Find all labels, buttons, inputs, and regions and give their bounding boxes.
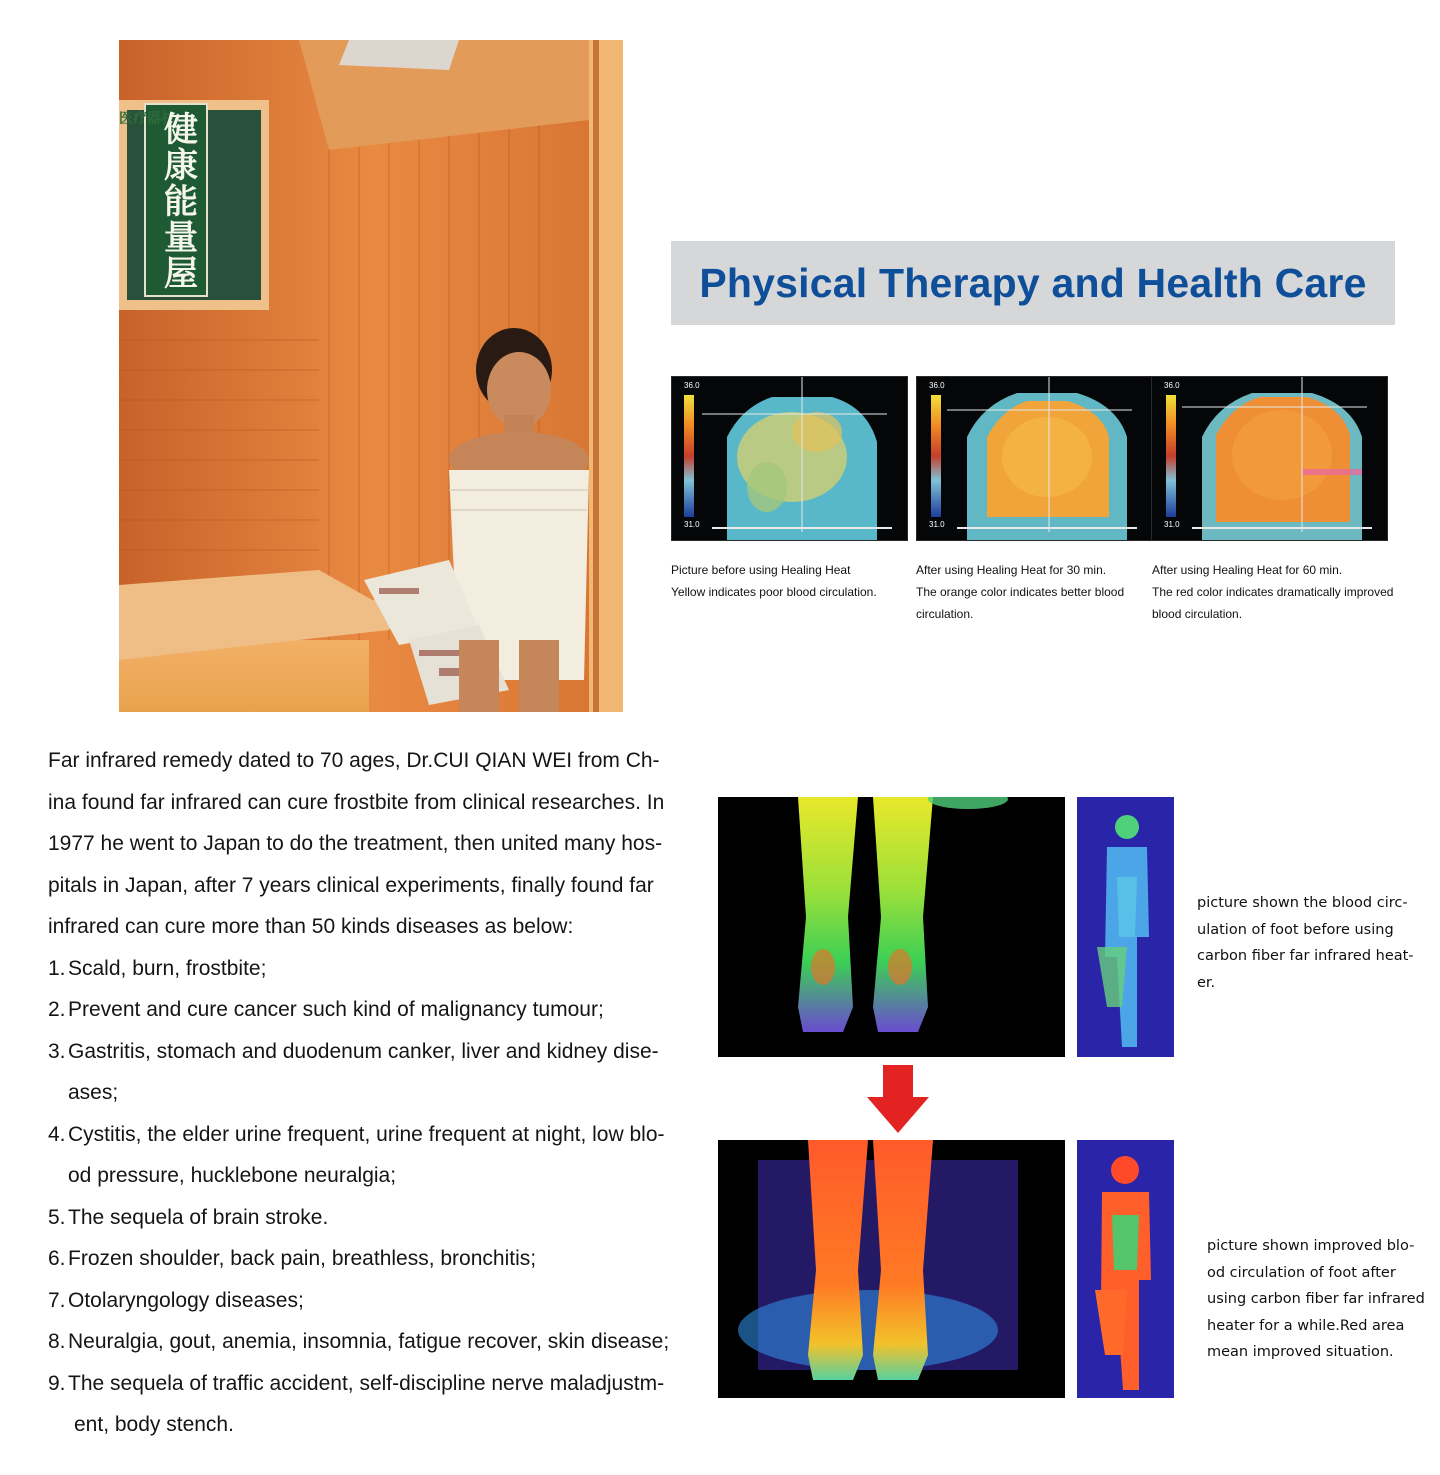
list-number: 1.: [48, 956, 66, 980]
list-item: [48, 1031, 698, 1114]
list-number: 9.: [48, 1371, 66, 1395]
caption-60min: [1152, 559, 1422, 625]
list-item: [48, 1114, 698, 1197]
list-item: [48, 948, 698, 990]
list-text: Frozen shoulder, back pain, breathless, bronchitis;: [68, 1247, 537, 1270]
list-text: Neuralgia, gout, anemia, insomnia, fatigue recover, skin disease;: [68, 1330, 670, 1353]
caption-line: After using Healing Heat for 60 min.: [1152, 563, 1343, 577]
caption-line: od circulation of foot after: [1207, 1264, 1396, 1281]
before-caption: [1197, 890, 1427, 996]
caption-line: er.: [1197, 974, 1216, 991]
sauna-photo: [119, 40, 623, 712]
thermal-legs-before: [718, 797, 1065, 1057]
scale-top-label: 36.0: [929, 381, 945, 390]
list-text-continued: ases;: [68, 1081, 119, 1104]
list-text: Otolaryngology diseases;: [68, 1288, 304, 1312]
list-number: 5.: [48, 1205, 66, 1229]
caption-line: mean improved situation.: [1207, 1344, 1394, 1360]
thermal-body-before: [1077, 797, 1174, 1057]
scale-bottom-label: 31.0: [684, 520, 700, 529]
list-text: Gastritis, stomach and duodenum canker, liver and kidney dise-: [68, 1039, 659, 1063]
caption-before: [671, 559, 911, 603]
list-text-continued: od pressure, hucklebone neuralgia;: [68, 1164, 397, 1187]
list-item: [48, 1238, 698, 1280]
intro-line: pitals in Japan, after 7 years clinical experiments, finally found far: [48, 873, 654, 897]
page-title: Physical Therapy and Health Care: [699, 259, 1367, 306]
caption-line: using carbon fiber far infrared: [1207, 1291, 1425, 1307]
intro-line: infrared can cure more than 50 kinds diseases as below:: [48, 915, 574, 938]
caption-line: carbon fiber far infrared heat-: [1197, 948, 1414, 964]
thermal-image-60min: [1151, 376, 1388, 541]
list-text: The sequela of traffic accident, self-discipline nerve maladjustm-: [68, 1371, 665, 1395]
list-text: Prevent and cure cancer such kind of malignancy tumour;: [68, 998, 604, 1021]
after-caption: [1207, 1233, 1437, 1366]
sauna-sign-text: 健康能量屋: [164, 110, 198, 294]
list-item: [48, 1197, 698, 1239]
caption-line: After using Healing Heat for 30 min.: [916, 563, 1107, 577]
caption-line: picture shown the blood circ-: [1197, 895, 1408, 911]
list-text: The sequela of brain stroke.: [68, 1205, 329, 1229]
caption-30min: [916, 559, 1148, 625]
list-number: 7.: [48, 1288, 66, 1312]
caption-line: ulation of foot before using: [1197, 921, 1394, 938]
body-text: [48, 740, 698, 1446]
list-text-continued: ent, body stench.: [74, 1413, 234, 1436]
intro-line: 1977 he went to Japan to do the treatment, then united many hos-: [48, 832, 663, 855]
sauna-sign-small-text: 医疗器材: [119, 111, 175, 127]
disease-list: [48, 948, 698, 1446]
caption-line: circulation.: [916, 607, 974, 621]
title-banner: [671, 241, 1395, 325]
list-item: [48, 1321, 698, 1363]
list-number: 6.: [48, 1247, 66, 1270]
thermal-image-before: [671, 376, 908, 541]
list-number: 3.: [48, 1039, 66, 1063]
list-number: 8.: [48, 1330, 66, 1353]
list-item: [48, 1363, 698, 1446]
list-number: 2.: [48, 998, 66, 1021]
caption-line: Yellow indicates poor blood circulation.: [671, 585, 877, 599]
thermal-body-after: [1077, 1140, 1174, 1398]
caption-line: The red color indicates dramatically improved: [1152, 585, 1394, 599]
caption-line: The orange color indicates better blood: [916, 585, 1125, 599]
caption-line: Picture before using Healing Heat: [671, 563, 851, 577]
scale-bottom-label: 31.0: [1164, 520, 1180, 529]
scale-top-label: 36.0: [1164, 381, 1180, 390]
caption-line: blood circulation.: [1152, 607, 1243, 621]
thermal-legs-after: [718, 1140, 1065, 1398]
list-text: Cystitis, the elder urine frequent, urine frequent at night, low blo-: [68, 1122, 665, 1146]
list-number: 4.: [48, 1122, 66, 1146]
down-arrow-icon: [865, 1065, 931, 1135]
list-item: [48, 989, 698, 1031]
caption-line: picture shown improved blo-: [1207, 1238, 1415, 1254]
caption-line: heater for a while.Red area: [1207, 1317, 1405, 1334]
list-item: [48, 1280, 698, 1322]
intro-line: ina found far infrared can cure frostbite from clinical researches. In: [48, 790, 665, 814]
intro-line: Far infrared remedy dated to 70 ages, Dr.CUI QIAN WEI from Ch-: [48, 749, 660, 772]
thermal-image-30min: [916, 376, 1153, 541]
scale-top-label: 36.0: [684, 381, 700, 390]
list-text: Scald, burn, frostbite;: [68, 956, 267, 980]
scale-bottom-label: 31.0: [929, 520, 945, 529]
